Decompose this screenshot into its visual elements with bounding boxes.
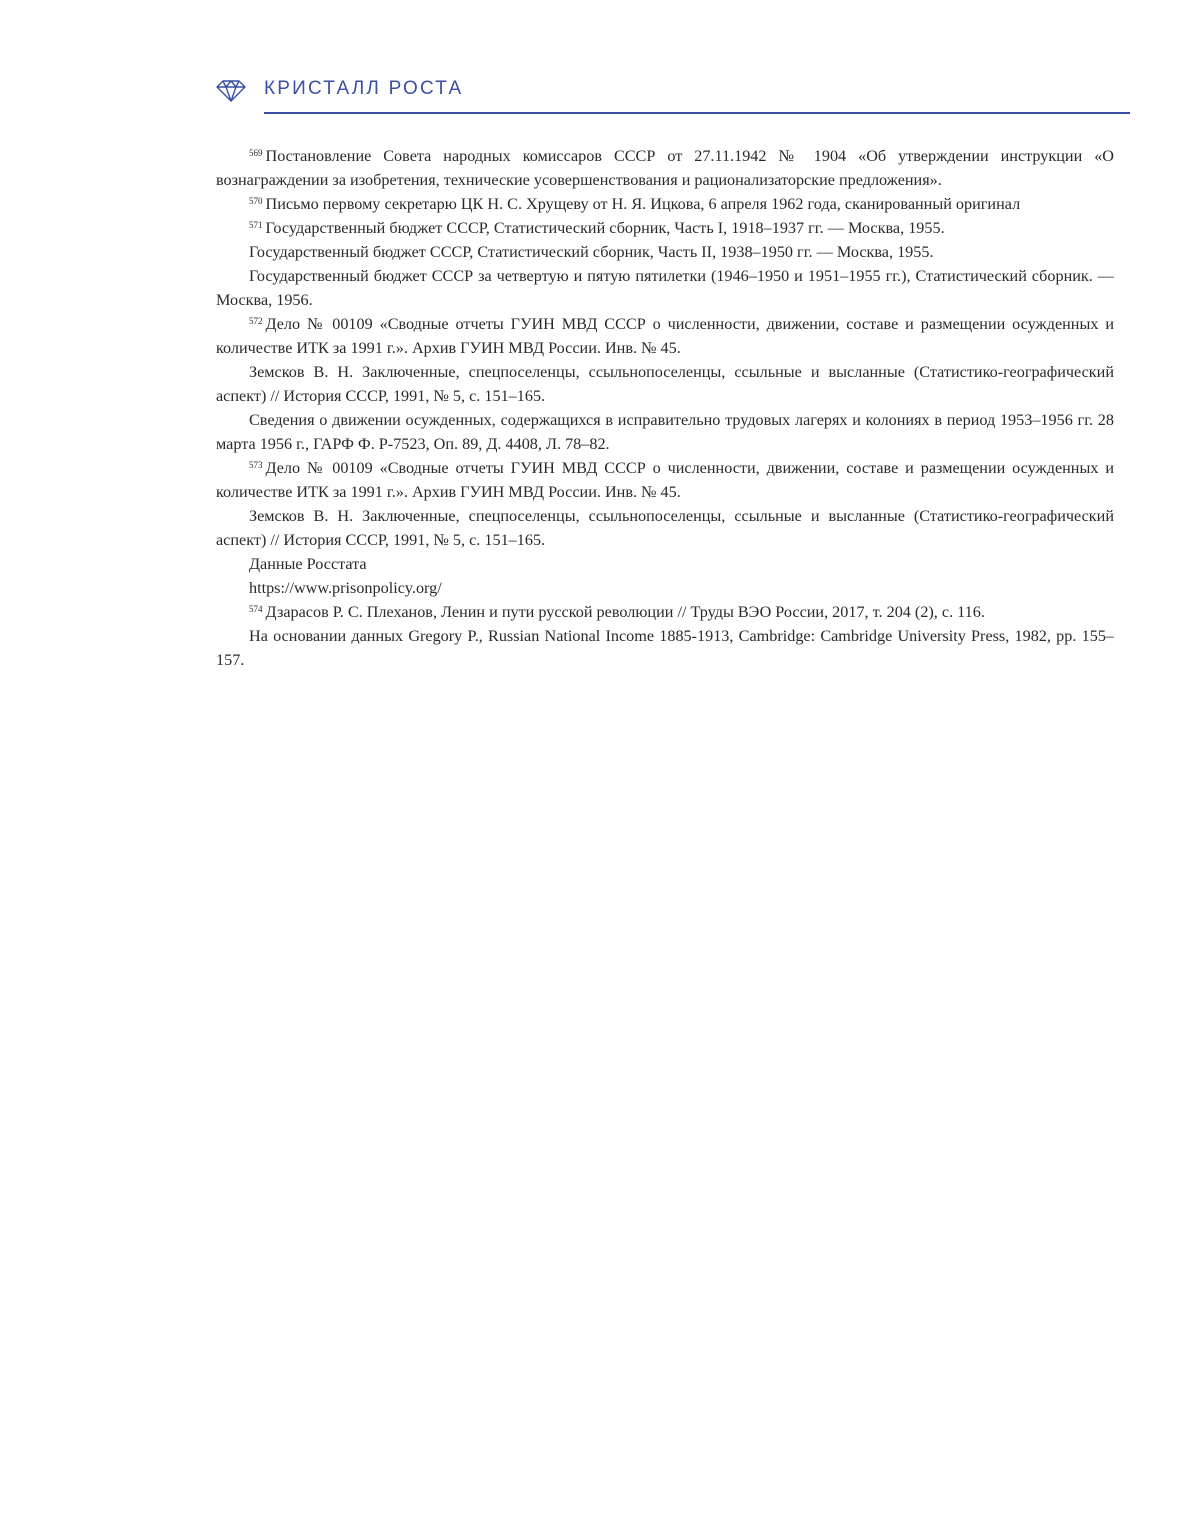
footnote-number: 570 <box>249 196 263 206</box>
footnote-text: Дзарасов Р. С. Плеханов, Ленин и пути русской революции // Труды ВЭО России, 2017, т. 204 (2), с. 116. <box>265 603 985 621</box>
footnote-570 <box>216 192 1114 216</box>
footnote-number: 572 <box>249 316 263 326</box>
reference-text: Государственный бюджет СССР за четвертую и пятую пятилетки (1946–1950 и 1951–1955 гг.), Статистический сборник. — Москва, 1956. <box>216 267 1114 309</box>
reference-entry <box>216 504 1114 552</box>
reference-text: Данные Росстата <box>249 555 367 573</box>
footnote-572 <box>216 312 1114 360</box>
footnote-text: Письмо первому секретарю ЦК Н. С. Хрущеву от Н. Я. Ицкова, 6 апреля 1962 года, сканированный оригинал <box>265 195 1021 213</box>
footnote-574 <box>216 600 1114 624</box>
reference-text: Земсков В. Н. Заключенные, спецпоселенцы, ссыльнопоселенцы, ссыльные и высланные (Статистико-географический аспект) // История СССР, 1991, № 5, с. 151–165. <box>216 507 1114 549</box>
footnote-text: Постановление Совета народных комиссаров СССР от 27.11.1942 № 1904 «Об утверждении инструкции «О вознаграждении за изобретения, технические усовершенствования и рационализаторские предложения». <box>216 147 1114 189</box>
reference-text: Земсков В. Н. Заключенные, спецпоселенцы, ссыльнопоселенцы, ссыльные и высланные (Статистико-географический аспект) // История СССР, 1991, № 5, с. 151–165. <box>216 363 1114 405</box>
footnote-573 <box>216 456 1114 504</box>
reference-text: Сведения о движении осужденных, содержащихся в исправительно трудовых лагерях и колониях в период 1953–1956 гг. 28 марта 1956 г., ГАРФ Ф. Р-7523, Оп. 89, Д. 4408, Л. 78–82. <box>216 411 1114 453</box>
footnote-text: Государственный бюджет СССР, Статистический сборник, Часть I, 1918–1937 гг. — Москва, 1955. <box>265 219 945 237</box>
reference-entry <box>216 624 1114 672</box>
footnotes-list <box>216 144 1114 672</box>
reference-entry <box>216 240 1114 264</box>
diamond-icon <box>216 80 246 102</box>
reference-text: На основании данных Gregory P., Russian National Income 1885-1913, Cambridge: Cambridge University Press, 1982, pp. 155–157. <box>216 627 1114 669</box>
footnote-number: 569 <box>249 148 263 158</box>
footnote-571 <box>216 216 1114 240</box>
page-header <box>216 76 1130 116</box>
footnote-number: 571 <box>249 220 263 230</box>
header-divider <box>264 112 1130 114</box>
reference-entry <box>216 360 1114 408</box>
url-text: https://www.prisonpolicy.org/ <box>249 579 442 597</box>
reference-url <box>216 576 1114 600</box>
reference-entry <box>216 552 1114 576</box>
reference-text: Государственный бюджет СССР, Статистический сборник, Часть II, 1938–1950 гг. — Москва, 1955. <box>249 243 934 261</box>
footnote-number: 574 <box>249 604 263 614</box>
brand-title: КРИСТАЛЛ РОСТА <box>264 78 464 99</box>
reference-entry <box>216 408 1114 456</box>
footnote-text: Дело № 00109 «Сводные отчеты ГУИН МВД СССР о численности, движении, составе и размещении осужденных и количестве ИТК за 1991 г.». Архив ГУИН МВД России. Инв. № 45. <box>216 459 1114 501</box>
footnote-text: Дело № 00109 «Сводные отчеты ГУИН МВД СССР о численности, движении, составе и размещении осужденных и количестве ИТК за 1991 г.». Архив ГУИН МВД России. Инв. № 45. <box>216 315 1114 357</box>
reference-entry <box>216 264 1114 312</box>
footnote-number: 573 <box>249 460 263 470</box>
footnote-569 <box>216 144 1114 192</box>
